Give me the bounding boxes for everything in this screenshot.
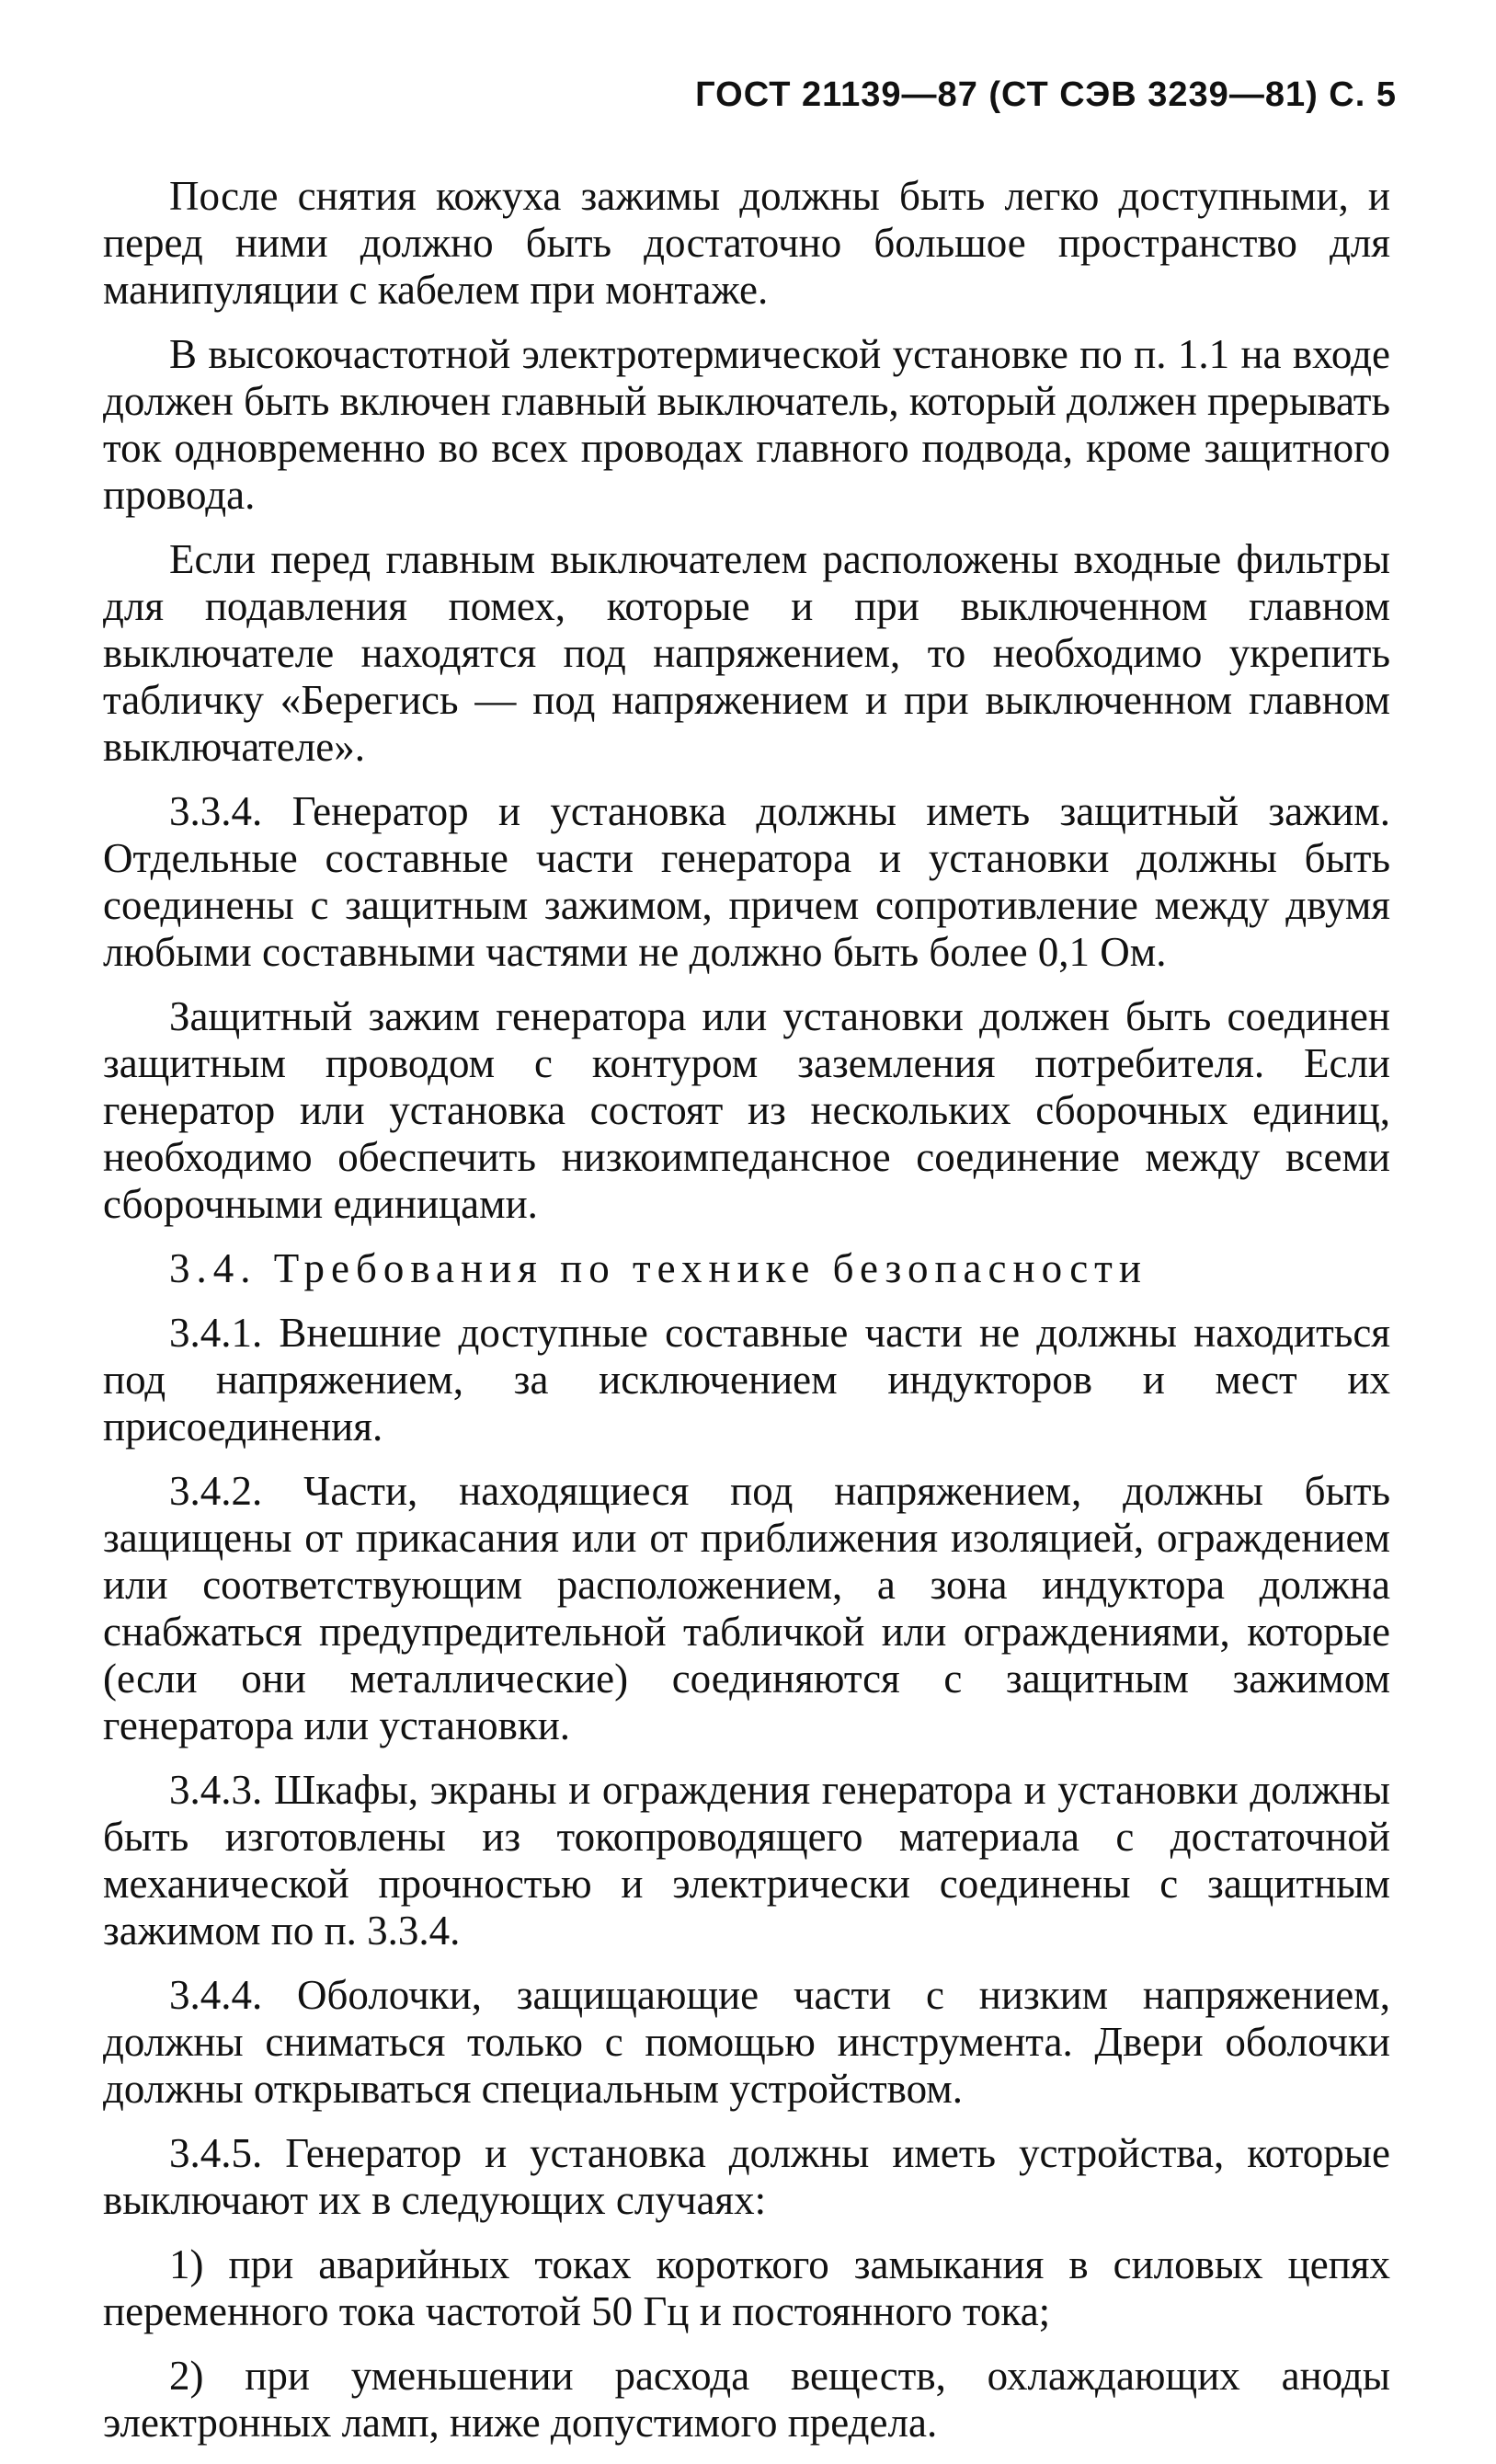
page-header: ГОСТ 21139—87 (СТ СЭВ 3239—81) С. 5 <box>695 75 1397 114</box>
paragraph: 3.4.3. Шкафы, экраны и ограждения генератора и установки должны быть изготовлены из токопроводящего материала с достаточной механической прочностью и электрически соединены с защитным зажимом по п. 3.3.4. <box>103 1767 1390 1954</box>
list-item: 2) при уменьшении расхода веществ, охлаждающих аноды электронных ламп, ниже допустимого предела. <box>103 2353 1390 2446</box>
paragraph: После снятия кожуха зажимы должны быть легко доступными, и перед ними должно быть достаточно большое пространство для манипуляции с кабелем при монтаже. <box>103 173 1390 313</box>
body-text <box>103 173 1390 2464</box>
list-item: 1) при аварийных токах короткого замыкания в силовых цепях переменного тока частотой 50 Гц и постоянного тока; <box>103 2241 1390 2334</box>
paragraph: Защитный зажим генератора или установки должен быть соединен защитным проводом с контуром заземления потребителя. Если генератор или установка состоят из нескольких сборочных единиц, необходимо обеспечить низкоимпедансное соединение между всеми сборочными единицами. <box>103 993 1390 1227</box>
paragraph: Если перед главным выключателем расположены входные фильтры для подавления помех, которые и при выключенном главном выключателе находятся под напряжением, то необходимо укрепить табличку «Берегись — под напряжением и при выключенном главном выключателе». <box>103 536 1390 770</box>
paragraph: 3.3.4. Генератор и установка должны иметь защитный зажим. Отдельные составные части генератора и установки должны быть соединены с защитным зажимом, причем сопротивление между двумя любыми составными частями не должно быть более 0,1 Ом. <box>103 788 1390 975</box>
paragraph: 3.4.4. Оболочки, защищающие части с низким напряжением, должны сниматься только с помощью инструмента. Двери оболочки должны открываться специальным устройством. <box>103 1972 1390 2112</box>
paragraph: 3.4.1. Внешние доступные составные части не должны находиться под напряжением, за исключением индукторов и мест их присоединения. <box>103 1310 1390 1450</box>
paragraph: 3.4.5. Генератор и установка должны иметь устройства, которые выключают их в следующих случаях: <box>103 2130 1390 2223</box>
section-heading: 3.4. Требования по технике безопасности <box>169 1245 1148 1291</box>
paragraph: 3.4.2. Части, находящиеся под напряжением, должны быть защищены от прикасания или от приближения изоляцией, ограждением или соответствующим расположением, а зона индуктора должна снабжаться предупредительной табличкой или ограждениями, которые (если они металлические) соединяются с защитным зажимом генератора или установки. <box>103 1468 1390 1748</box>
paragraph: В высокочастотной электротермической установке по п. 1.1 на входе должен быть включен главный выключатель, который должен прерывать ток одновременно во всех проводах главного подвода, кроме защитного провода. <box>103 331 1390 518</box>
